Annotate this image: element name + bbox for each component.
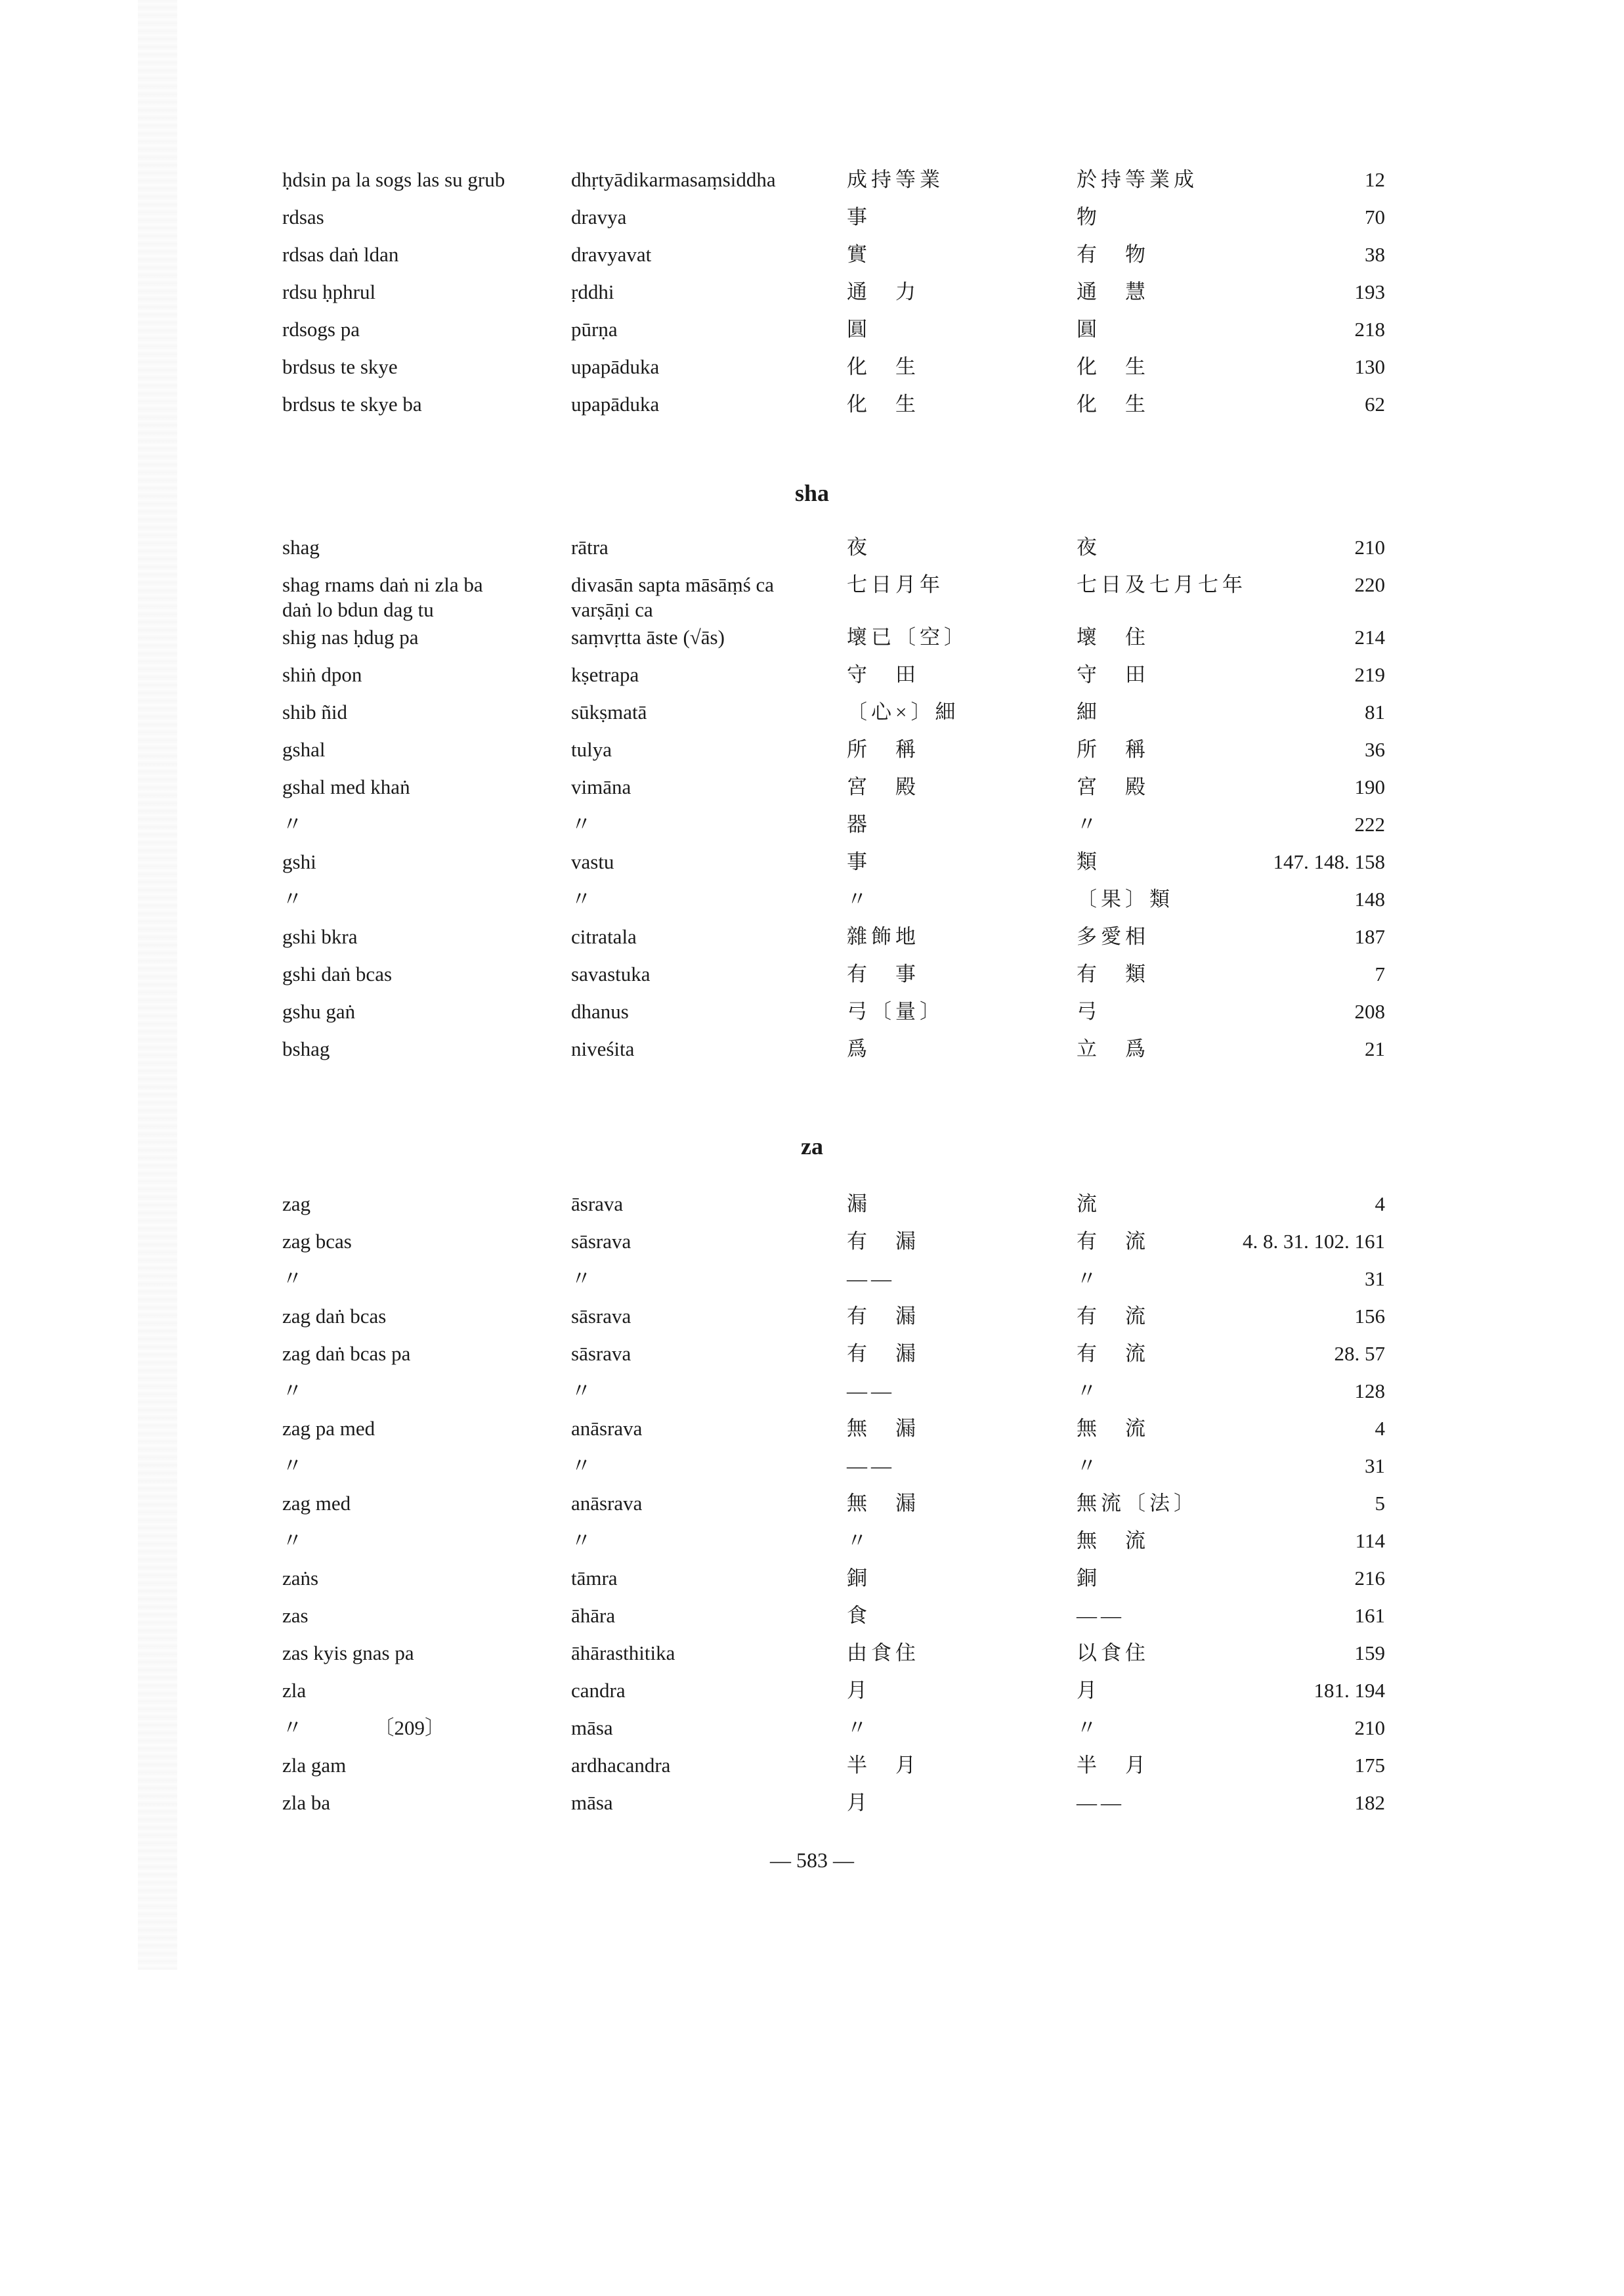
sanskrit-term: tāmra: [571, 1567, 618, 1590]
entry-row: [282, 737, 1385, 775]
chinese-translation-b: 弓: [1077, 1000, 1101, 1023]
tibetan-term: zag: [282, 1192, 311, 1215]
chinese-translation-a: 實: [847, 243, 871, 266]
entry-row: [282, 1379, 1385, 1416]
chinese-translation-a: 月: [847, 1679, 871, 1702]
chinese-translation-a: 銅: [847, 1567, 871, 1590]
tibetan-term: 〃: [282, 1267, 303, 1290]
sanskrit-term: candra: [571, 1679, 626, 1702]
entry-row: [282, 850, 1385, 887]
chinese-translation-a: 有 事: [847, 963, 920, 986]
entry-row: [282, 1678, 1385, 1716]
chinese-translation-a: 有 漏: [847, 1305, 920, 1328]
chinese-translation-b: 細: [1077, 701, 1101, 724]
sanskrit-term: māsa: [571, 1791, 613, 1814]
entry-row: [282, 1566, 1385, 1603]
chinese-translation-b: 於持等業成: [1077, 168, 1198, 191]
page-reference: 190: [1354, 775, 1385, 798]
chinese-translation-a: 爲: [847, 1037, 871, 1060]
page-reference: 31: [1365, 1454, 1385, 1477]
chinese-translation-b: 銅: [1077, 1567, 1101, 1590]
page-reference: 62: [1365, 393, 1385, 416]
chinese-translation-b: 通 慧: [1077, 280, 1149, 303]
chinese-translation-a: 七日月年: [847, 573, 944, 596]
entry-row: [282, 1192, 1385, 1229]
page-reference: 31: [1365, 1267, 1385, 1290]
chinese-translation-a: 事: [847, 206, 871, 228]
chinese-translation-b: 守 田: [1077, 663, 1149, 686]
sanskrit-term: āhāra: [571, 1604, 616, 1627]
chinese-translation-a: 化 生: [847, 355, 920, 378]
chinese-translation-a: 弓〔量〕: [847, 1000, 944, 1023]
chinese-translation-a: 壞已〔空〕: [847, 626, 968, 649]
tibetan-term: rdsas daṅ ldan: [282, 243, 399, 266]
page-reference: 208: [1354, 1000, 1385, 1023]
tibetan-term: zag daṅ bcas: [282, 1305, 387, 1328]
tibetan-term: ḥdsin pa la sogs las su grub: [282, 168, 505, 191]
tibetan-term: rdsogs pa: [282, 318, 360, 341]
chinese-translation-b: 〃: [1077, 1379, 1101, 1402]
page-reference: 28. 57: [1334, 1342, 1385, 1365]
sanskrit-term: 〃: [571, 1379, 591, 1402]
page-reference: 219: [1354, 663, 1385, 686]
entry-row: [282, 662, 1385, 700]
entry-row: [282, 1229, 1385, 1267]
chinese-translation-a: 器: [847, 813, 871, 836]
chinese-translation-b: 〔果〕類: [1077, 888, 1174, 911]
entry-row: [282, 242, 1385, 280]
chinese-translation-b: 夜: [1077, 536, 1101, 559]
chinese-translation-a: ——: [847, 1267, 895, 1290]
chinese-translation-b: 所 稱: [1077, 738, 1149, 761]
chinese-translation-a: 漏: [847, 1192, 871, 1215]
tibetan-term: zag med: [282, 1492, 351, 1515]
sanskrit-term: dhṛtyādikarmasaṃsiddha: [571, 168, 776, 191]
chinese-translation-a: 通 力: [847, 280, 920, 303]
chinese-translation-a: 事: [847, 850, 871, 873]
chinese-translation-b: 有 流: [1077, 1230, 1149, 1253]
chinese-translation-b: 類: [1077, 850, 1101, 873]
page-reference: 187: [1354, 925, 1385, 948]
chinese-translation-b: 壞 住: [1077, 626, 1149, 649]
page-reference: 161: [1354, 1604, 1385, 1627]
tibetan-term: zla: [282, 1679, 307, 1702]
entry-row: [282, 999, 1385, 1037]
page-reference: 130: [1354, 355, 1385, 378]
page-reference: 182: [1354, 1791, 1385, 1814]
entry-row: [282, 205, 1385, 242]
sanskrit-term: rātra: [571, 536, 609, 559]
page-reference: 36: [1365, 738, 1385, 761]
entry-row: [282, 317, 1385, 355]
chinese-translation-a: 〃: [847, 888, 871, 911]
sanskrit-term: 〃: [571, 813, 591, 836]
sanskrit-term: dhanus: [571, 1000, 629, 1023]
tibetan-term: 〃: [282, 888, 303, 911]
chinese-translation-b: 有 類: [1077, 963, 1149, 986]
chinese-translation-a: 雜飾地: [847, 925, 920, 948]
entry-row: [282, 1304, 1385, 1341]
page-reference: 214: [1354, 626, 1385, 649]
chinese-translation-b: 七日及七月七年: [1077, 573, 1247, 596]
section-za-entries: [282, 1192, 1385, 1828]
sanskrit-term: dravyavat: [571, 243, 652, 266]
chinese-translation-b: 多愛相: [1077, 925, 1149, 948]
page-reference: 128: [1354, 1379, 1385, 1402]
chinese-translation-a: 圓: [847, 318, 871, 341]
entry-row: [282, 573, 1385, 625]
sanskrit-term: 〃: [571, 1529, 591, 1552]
sanskrit-term: saṃvṛtta āste (√ās): [571, 626, 725, 649]
chinese-translation-a: 月: [847, 1791, 871, 1814]
sanskrit-term: niveśita: [571, 1037, 635, 1060]
page-reference: 175: [1354, 1754, 1385, 1777]
sanskrit-term: vastu: [571, 850, 614, 873]
chinese-translation-b: 月: [1077, 1679, 1101, 1702]
page-reference: 159: [1354, 1641, 1385, 1664]
chinese-translation-b: 物: [1077, 206, 1101, 228]
sanskrit-term: āhārasthitika: [571, 1641, 675, 1664]
tibetan-term: gshi daṅ bcas: [282, 963, 393, 986]
tibetan-term: shag: [282, 536, 320, 559]
sanskrit-term: ardhacandra: [571, 1754, 671, 1777]
sanskrit-term: 〃: [571, 1454, 591, 1477]
chinese-translation-b: 圓: [1077, 318, 1101, 341]
chinese-translation-b: 有 物: [1077, 243, 1149, 266]
chinese-translation-a: ——: [847, 1379, 895, 1402]
chinese-translation-a: 食: [847, 1604, 871, 1627]
entry-row: [282, 1716, 1385, 1753]
section-heading-sha: sha: [794, 480, 830, 506]
entry-row: [282, 887, 1385, 924]
chinese-translation-b: 半 月: [1077, 1754, 1149, 1777]
chinese-translation-b: 立 爲: [1077, 1037, 1149, 1060]
tibetan-term: zla ba: [282, 1791, 331, 1814]
entry-row: [282, 1341, 1385, 1379]
scan-binding-shadow: [138, 0, 177, 1970]
section-heading-za: za: [801, 1133, 823, 1159]
page-number: — 583 —: [770, 1848, 854, 1872]
entry-row: [282, 1603, 1385, 1641]
entry-row: [282, 280, 1385, 317]
chinese-translation-a: 守 田: [847, 663, 920, 686]
entry-row: [282, 924, 1385, 962]
chinese-translation-b: 無流〔法〕: [1077, 1492, 1198, 1515]
sanskrit-term: anāsrava: [571, 1492, 643, 1515]
entry-row: [282, 1416, 1385, 1454]
page-reference: 5: [1375, 1492, 1385, 1515]
tibetan-term: zag bcas: [282, 1230, 352, 1253]
tibetan-term: 〃 〔209〕: [282, 1716, 445, 1739]
entry-row: [282, 775, 1385, 812]
entry-row: [282, 1641, 1385, 1678]
entry-row: [282, 812, 1385, 850]
sanskrit-term: tulya: [571, 738, 612, 761]
entry-row: [282, 1037, 1385, 1074]
chinese-translation-b: 〃: [1077, 1716, 1101, 1739]
sanskrit-term: savastuka: [571, 963, 651, 986]
chinese-translation-b: 〃: [1077, 1267, 1101, 1290]
chinese-translation-a: 所 稱: [847, 738, 920, 761]
tibetan-term: rdsu ḥphrul: [282, 280, 376, 303]
chinese-translation-a: 夜: [847, 536, 871, 559]
tibetan-term: 〃: [282, 1379, 303, 1402]
entry-row: [282, 700, 1385, 737]
chinese-translation-a: 無 漏: [847, 1492, 920, 1515]
tibetan-term: zas: [282, 1604, 309, 1627]
page-reference: 81: [1365, 701, 1385, 724]
entry-row: [282, 1491, 1385, 1528]
page-reference: 222: [1354, 813, 1385, 836]
tibetan-term: gshal med khaṅ: [282, 775, 410, 798]
chinese-translation-a: 有 漏: [847, 1230, 920, 1253]
chinese-translation-a: 宮 殿: [847, 775, 920, 798]
page-reference: 38: [1365, 243, 1385, 266]
page-reference: 21: [1365, 1037, 1385, 1060]
page-reference: 181. 194: [1314, 1679, 1385, 1702]
chinese-translation-a: 無 漏: [847, 1417, 920, 1440]
entry-row: [282, 962, 1385, 999]
tibetan-term: gshi: [282, 850, 316, 873]
sanskrit-term: upapāduka: [571, 355, 660, 378]
page-reference: 70: [1365, 206, 1385, 228]
page-reference: 210: [1354, 1716, 1385, 1739]
sanskrit-term: dravya: [571, 206, 627, 228]
tibetan-term: zag daṅ bcas pa: [282, 1342, 411, 1365]
chinese-translation-b: 流: [1077, 1192, 1101, 1215]
sanskrit-term: divasān sapta māsāṃś ca varṣāṇi ca: [571, 573, 775, 621]
entry-row: [282, 1790, 1385, 1828]
sanskrit-term: āsrava: [571, 1192, 624, 1215]
chinese-translation-b: 無 流: [1077, 1529, 1149, 1552]
page-reference: 193: [1354, 280, 1385, 303]
page-reference: 147. 148. 158: [1273, 850, 1385, 873]
page-reference: 4: [1375, 1192, 1385, 1215]
page-reference: 4: [1375, 1417, 1385, 1440]
page-reference: 12: [1365, 168, 1385, 191]
chinese-translation-b: 有 流: [1077, 1342, 1149, 1365]
page-reference: 210: [1354, 536, 1385, 559]
entry-row: [282, 535, 1385, 573]
chinese-translation-b: 化 生: [1077, 355, 1149, 378]
tibetan-term: shag rnams daṅ ni zla ba daṅ lo bdun dag tu: [282, 573, 483, 621]
tibetan-term: 〃: [282, 1529, 303, 1552]
section-sha-entries: [282, 535, 1385, 1074]
page-reference: 148: [1354, 888, 1385, 911]
tibetan-term: shiṅ dpon: [282, 663, 362, 686]
tibetan-term: shig nas ḥdug pa: [282, 626, 419, 649]
tibetan-term: rdsas: [282, 206, 324, 228]
chinese-translation-b: 宮 殿: [1077, 775, 1149, 798]
chinese-translation-b: 〃: [1077, 813, 1101, 836]
chinese-translation-b: ——: [1077, 1604, 1125, 1627]
tibetan-term: zag pa med: [282, 1417, 375, 1440]
page-reference: 4. 8. 31. 102. 161: [1243, 1230, 1385, 1253]
chinese-translation-b: 以食住: [1077, 1641, 1149, 1664]
tibetan-term: shib ñid: [282, 701, 348, 724]
chinese-translation-a: 半 月: [847, 1754, 920, 1777]
chinese-translation-b: 〃: [1077, 1454, 1101, 1477]
sanskrit-term: kṣetrapa: [571, 663, 639, 686]
tibetan-term: 〃: [282, 813, 303, 836]
sanskrit-term: ṛddhi: [571, 280, 614, 303]
entry-row: [282, 1528, 1385, 1566]
sanskrit-term: pūrṇa: [571, 318, 618, 341]
chinese-translation-a: 〃: [847, 1716, 871, 1739]
sanskrit-term: vimāna: [571, 775, 631, 798]
tibetan-term: zas kyis gnas pa: [282, 1641, 414, 1664]
sanskrit-term: upapāduka: [571, 393, 660, 416]
chinese-translation-b: 化 生: [1077, 393, 1149, 416]
tibetan-term: zla gam: [282, 1754, 347, 1777]
entry-row: [282, 355, 1385, 392]
page-reference: 218: [1354, 318, 1385, 341]
sanskrit-term: citratala: [571, 925, 637, 948]
tibetan-term: zaṅs: [282, 1567, 319, 1590]
tibetan-term: gshi bkra: [282, 925, 358, 948]
sanskrit-term: sāsrava: [571, 1230, 631, 1253]
sanskrit-term: 〃: [571, 1267, 591, 1290]
chinese-translation-b: 有 流: [1077, 1305, 1149, 1328]
chinese-translation-a: 由食住: [847, 1641, 920, 1664]
tibetan-term: bshag: [282, 1037, 330, 1060]
tibetan-term: brdsus te skye: [282, 355, 398, 378]
page-reference: 220: [1354, 573, 1385, 596]
section-dsa-entries: [282, 167, 1385, 429]
tibetan-term: 〃: [282, 1454, 303, 1477]
entry-row: [282, 1267, 1385, 1304]
tibetan-term: gshu gaṅ: [282, 1000, 356, 1023]
sanskrit-term: 〃: [571, 888, 591, 911]
entry-row: [282, 625, 1385, 662]
sanskrit-term: sūkṣmatā: [571, 701, 647, 724]
page-reference: 216: [1354, 1567, 1385, 1590]
page-reference: 7: [1375, 963, 1385, 986]
chinese-translation-a: 化 生: [847, 393, 920, 416]
chinese-translation-b: ——: [1077, 1791, 1125, 1814]
sanskrit-term: sāsrava: [571, 1342, 631, 1365]
entry-row: [282, 1454, 1385, 1491]
page-reference: 114: [1355, 1529, 1385, 1552]
chinese-translation-a: 成持等業: [847, 168, 944, 191]
tibetan-term: gshal: [282, 738, 326, 761]
entry-row: [282, 392, 1385, 429]
sanskrit-term: anāsrava: [571, 1417, 643, 1440]
chinese-translation-a: 〔心×〕細: [847, 701, 960, 724]
page-reference: 156: [1354, 1305, 1385, 1328]
sanskrit-term: sāsrava: [571, 1305, 631, 1328]
chinese-translation-a: 有 漏: [847, 1342, 920, 1365]
sanskrit-term: māsa: [571, 1716, 613, 1739]
chinese-translation-a: ——: [847, 1454, 895, 1477]
entry-row: [282, 167, 1385, 205]
chinese-translation-b: 無 流: [1077, 1417, 1149, 1440]
tibetan-term: brdsus te skye ba: [282, 393, 422, 416]
chinese-translation-a: 〃: [847, 1529, 871, 1552]
entry-row: [282, 1753, 1385, 1790]
